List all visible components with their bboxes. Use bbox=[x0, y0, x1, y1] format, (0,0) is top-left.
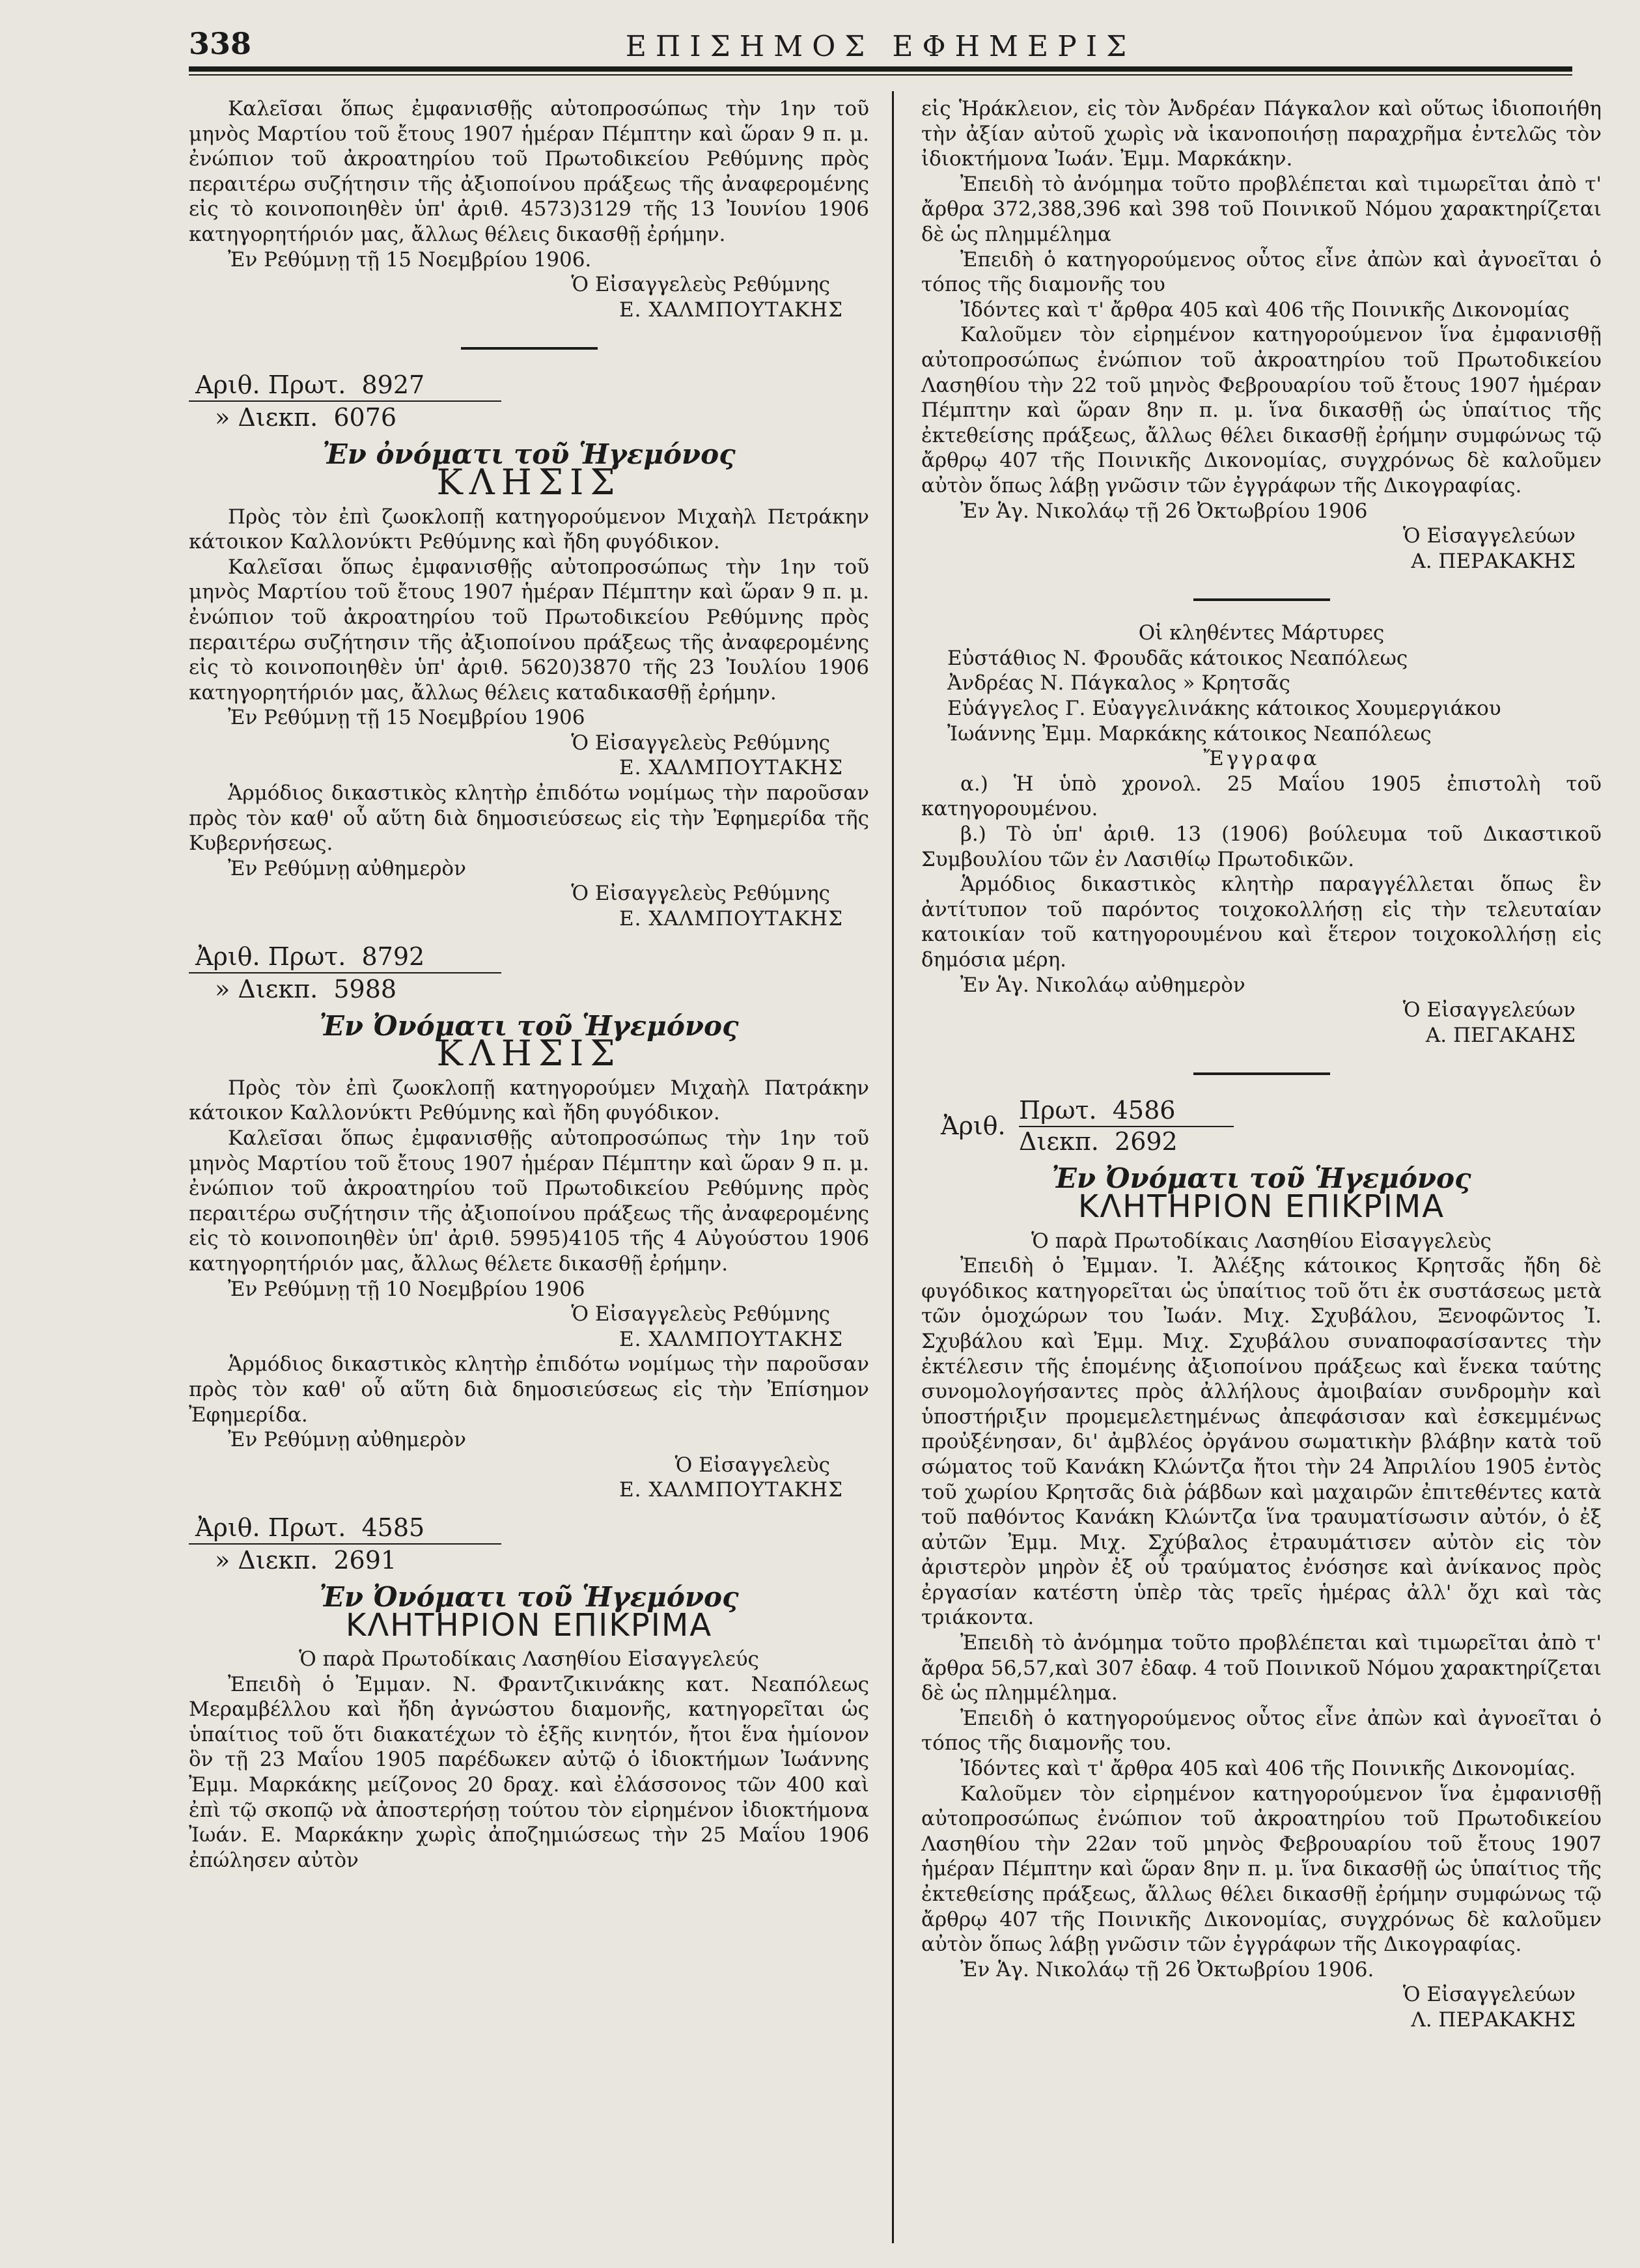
cont-p5: Καλοῦμεν τὸν εἰρημένον κατηγορούμενον ἵνα ἐμφανισθῇ αὐτοπροσώπως ἐνώπιον τοῦ ἀκροατηρίου τοῦ Πρωτοδικείου Λασηθίου τὴν 22 τοῦ μηνὸς Φεβρουαρίου τοῦ ἔτους 1907 ἡμέραν Πέμπτην καὶ ὥραν 8ην π. μ. ἵνα δικασθῇ ὡς ὑπαίτιος τῆς ἐκτεθείσης πράξεως, ἄλλως θέλει δικασθῇ ἐρήμην συμφώνως τῷ ἄρθρῳ 407 τῆς Ποινικῆς Δικονομίας, συγχρόνως δὲ καλοῦμεν αὐτὸν ὅπως λάβῃ γνῶσιν τῶν ἐγγράφων τῆς Δικογραφίας. bbox=[921, 323, 1602, 497]
notice4-title: ΚΛΗΤΗΡΙΟΝ ΕΠΙΚΡΙΜΑ bbox=[1077, 1188, 1445, 1225]
notice1-signature2-name: Ε. ΧΑΛΜΠΟΥΤΑΚΗΣ bbox=[618, 907, 843, 931]
notice4-p5: Ἰδόντες καὶ τ' ἄρθρα 405 καὶ 406 τῆς Ποινικῆς Δικονομίας. bbox=[960, 1757, 1576, 1781]
notice1-date2: Ἐν Ρεθύμνῃ αὐθημερὸν bbox=[228, 856, 466, 880]
witness-item: Εὐάγγελος Γ. Εὐαγγελινάκης κάτοικος Χουμεργιάκου bbox=[947, 697, 1501, 721]
notice2-diekp-number: 5988 bbox=[333, 974, 397, 1003]
notice4-p1: Ὁ παρὰ Πρωτοδίκαις Λασηθίου Εἰσαγγελεὺς bbox=[1031, 1229, 1492, 1253]
witness-item: Εὐστάθιος Ν. Φρουδᾶς κάτοικος Νεαπόλεως bbox=[947, 646, 1408, 670]
notice3-diekp-number: 2691 bbox=[333, 1545, 397, 1575]
notice3-prot-line bbox=[189, 1512, 501, 1545]
notice4-p3: Ἐπειδὴ τὸ ἀνόμημα τοῦτο προβλέπεται καὶ τιμωρεῖται ἀπὸ τ' ἄρθρα 56,57,καὶ 307 ἐδαφ. 4 τοῦ Ποινικοῦ Νόμου χαρακτηρίζεται δὲ ὡς πλημμέλημα. bbox=[921, 1631, 1602, 1705]
cont-p4: Ἰδόντες καὶ τ' ἄρθρα 405 καὶ 406 τῆς Ποινικῆς Δικονομίας bbox=[960, 298, 1570, 322]
notice3-title: ΚΛΗΤΗΡΙΟΝ ΕΠΙΚΡΙΜΑ bbox=[345, 1606, 713, 1644]
notice4-signature-name: Λ. ΠΕΡΑΚΑΚΗΣ bbox=[1411, 2008, 1576, 2032]
notice2-signature2-name: Ε. ΧΑΛΜΠΟΥΤΑΚΗΣ bbox=[618, 1478, 843, 1502]
notice3-prot-label: Ἀριθ. Πρωτ. bbox=[195, 1513, 346, 1542]
notice2-prot-number: 8792 bbox=[361, 942, 425, 971]
notice3-reference bbox=[189, 1512, 869, 1576]
notice2-diekp-line bbox=[189, 973, 869, 1005]
cont-date: Ἐν Ἁγ. Νικολάῳ τῇ 26 Ὀκτωβρίου 1906 bbox=[960, 499, 1368, 523]
notice3-heading: Ἐν Ὀνόματι τοῦ Ἡγεμόνος bbox=[319, 1580, 739, 1613]
notice1-p3: Ἁρμόδιος δικαστικὸς κλητὴρ ἐπιδότω νομίμως τὴν παροῦσαν πρὸς τὸν καθ' οὗ αὕτη διὰ δημοσιεύσεως εἰς τὴν Ἐφημερίδα τῆς Κυβερνήσεως. bbox=[189, 781, 869, 856]
section-rule bbox=[1193, 1072, 1330, 1075]
notice4-diekp-label: Διεκπ. bbox=[1019, 1127, 1099, 1156]
notice3-diekp-label: » Διεκπ. bbox=[215, 1545, 318, 1575]
notice1-signature-title: Ὁ Εἰσαγγελεὺς Ρεθύμνης bbox=[571, 731, 830, 755]
witness-item: Ἰωάννης Ἐμμ. Μαρκάκης κάτοικος Νεαπόλεως bbox=[947, 721, 1432, 746]
document-a: α.) Ἡ ὑπὸ χρονολ. 25 Μαΐου 1905 ἐπιστολὴ τοῦ κατηγορουμένου. bbox=[921, 772, 1602, 821]
notice4-diekp-line bbox=[1019, 1126, 1178, 1157]
notice2-heading: Ἐν Ὀνόματι τοῦ Ἡγεμόνος bbox=[319, 1009, 739, 1042]
witnesses-date: Ἐν Ἁγ. Νικολάῳ αὐθημερὸν bbox=[960, 973, 1245, 997]
notice1-prot-line bbox=[189, 369, 501, 402]
cont-p3: Ἐπειδὴ ὁ κατηγορούμενος οὗτος εἶνε ἀπὼν καὶ ἀγνοεῖται ὁ τόπος τῆς διαμονῆς του bbox=[921, 247, 1602, 297]
page-header bbox=[189, 26, 1572, 85]
notice1-diekp-label: » Διεκπ. bbox=[215, 403, 318, 432]
page-number: 338 bbox=[189, 26, 252, 61]
notice2-reference bbox=[189, 941, 869, 1005]
notice2-p3: Ἁρμόδιος δικαστικὸς κλητὴρ ἐπιδότω νομίμως τὴν παροῦσαν πρὸς τὸν καθ' οὗ αὕτη διὰ δημοσιεύσεως εἰς τὴν Ἐπίσημον Ἐφημερίδα. bbox=[189, 1352, 869, 1427]
header-rule-thin bbox=[189, 74, 1572, 76]
notice2-p1: Πρὸς τὸν ἐπὶ ζωοκλοπῇ κατηγορούμεν Μιχαὴλ Πατράκην κάτοικον Καλλονύκτι Ρεθύμνης καὶ ἤδη φυγόδικον. bbox=[189, 1076, 869, 1125]
notice3-p1: Ὁ παρὰ Πρωτοδίκαις Λασηθίου Εἰσαγγελεύς bbox=[299, 1647, 759, 1672]
section-rule bbox=[461, 347, 598, 350]
cont-signature-title: Ὁ Εἰσαγγελεύων bbox=[1402, 524, 1576, 548]
intro-paragraph: Καλεῖσαι ὅπως ἐμφανισθῇς αὐτοπροσώπως τὴν 1ην τοῦ μηνὸς Μαρτίου τοῦ ἔτους 1907 ἡμέραν Πέμπτην καὶ ὥραν 9 π. μ. ἐνώπιον τοῦ ἀκροατηρίου τοῦ Πρωτοδικείου Ρεθύμνης πρὸς περαιτέρω συζήτησιν τῆς ἀξιοποίνου πράξεως τῆς ἀναφερομένης εἰς τὸ κοινοποιηθὲν ὑπ' ἀριθ. 4573)3129 τῆς 13 Ἰουνίου 1906 κατηγορητήριόν μας, ἄλλως θέλεις δικασθῇ ἐρήμην. bbox=[189, 97, 869, 246]
notice4-reference bbox=[921, 1095, 1602, 1157]
notice2-prot-label: Ἀριθ. Πρωτ. bbox=[195, 942, 346, 971]
document-b: β.) Τὸ ὑπ' ἀριθ. 13 (1906) βούλευμα τοῦ Δικαστικοῦ Συμβουλίου τῶν ἐν Λασιθίῳ Πρωτοδικῶν. bbox=[921, 822, 1602, 871]
notice4-prot-label: Πρωτ. bbox=[1019, 1096, 1097, 1125]
witnesses-title: Οἱ κληθέντες Μάρτυρες bbox=[1138, 621, 1385, 645]
witnesses-p1: Ἁρμόδιος δικαστικὸς κλητὴρ παραγγέλλεται ὅπως ἓν ἀντίτυπον τοῦ παρόντος τοιχοκολλήσῃ εἰς τὴν τελευταίαν κατοικίαν τοῦ κατηγορουμένου καὶ ἕτερον τοιχοκολλήσῃ εἰς δημόσια μέρη. bbox=[921, 873, 1602, 972]
left-column bbox=[189, 96, 869, 1873]
section-rule bbox=[1193, 598, 1330, 601]
notice4-prot-number: 4586 bbox=[1112, 1096, 1176, 1125]
cont-p2: Ἐπειδὴ τὸ ἀνόμημα τοῦτο προβλέπεται καὶ τιμωρεῖται ἀπὸ τ' ἄρθρα 372,388,396 καὶ 398 τοῦ Ποινικοῦ Νόμου χαρακτηρίζεται δὲ ὡς πλημμέλημα bbox=[921, 172, 1602, 246]
notice4-p2: Ἐπειδὴ ὁ Ἐμμαν. Ἰ. Ἀλέξης κάτοικος Κρητσᾶς ἤδη δὲ φυγόδικος κατηγορεῖται ὡς ὑπαίτιος τοῦ ὅτι ἐκ συστάσεως μετὰ τῶν ὁμοχώρων του Ἰωάν. Μιχ. Σχυβάλου, Ξενοφῶντος Ἰ. Σχυβάλου καὶ Ἐμμ. Μιχ. Σχυβάλου συναποφασίσαντες τὴν ἐκτέλεσιν τῆς ἑπομένης ἀξιοποίνου πράξεως καὶ ἕνεκα ταύτης συνομολογήσαντες πρὸς ἀλλήλους ἀμοιβαίαν συνδρομὴν καὶ ὑποστήριξιν προμεμελετημένως ἀπεφάσισαν καὶ ἐσκεμμένως προὐξένησαν, δι' ἀμβλέος ὀργάνου σωματικὴν βλάβην κατὰ τοῦ σώματος τοῦ Κανάκη Κλώντζα ἤτοι τὴν 24 Ἀπριλίου 1905 ἐντὸς τοῦ χωρίου Κρητσᾶς διὰ ῥάβδων καὶ μαχαιρῶν ἐπιτεθέντες κατὰ τοῦ παθόντος Κανάκη Κλώντζα ἵνα τραυματίσωσιν αὐτόν, ὁ ἐξ αὐτῶν Ἐμμ. Μιχ. Σχύβαλος ἐτραυμάτισεν αὐτὸν εἰς τὸν ἀριστερὸν μηρὸν ἐξ οὗ τραύματος ἐνόσησε καὶ ἀνίκανος πρὸς ἐργασίαν κατέστη ὑπὲρ τὰς τρεῖς ἡμέρας ἀλλ' ὄχι καὶ τὰς τριάκοντα. bbox=[921, 1254, 1602, 1630]
notice3-diekp-line bbox=[189, 1545, 869, 1576]
notice1-heading: Ἐν ὀνόματι τοῦ Ἡγεμόνος bbox=[322, 438, 736, 471]
notice1-prot-label: Αριθ. Πρωτ. bbox=[195, 371, 346, 400]
notice1-diekp-number: 6076 bbox=[333, 403, 397, 432]
notice2-signature2-title: Ὁ Εἰσαγγελεὺς bbox=[674, 1453, 830, 1477]
notice2-date2: Ἐν Ρεθύμνῃ αὐθημερὸν bbox=[228, 1428, 466, 1452]
notice2-title: ΚΛΗΣΙΣ bbox=[436, 1033, 622, 1074]
running-title: ΕΠΙΣΗΜΟΣ ΕΦΗΜΕΡΙΣ bbox=[625, 30, 1136, 63]
witnesses-signature-name: Α. ΠΕΓΑΚΑΗΣ bbox=[1425, 1023, 1576, 1047]
notice1-date: Ἐν Ρεθύμνῃ τῇ 15 Νοεμβρίου 1906 bbox=[228, 706, 585, 730]
notice4-diekp-number: 2692 bbox=[1115, 1127, 1178, 1156]
notice1-diekp-line bbox=[189, 402, 869, 433]
witness-item: Ἀνδρέας Ν. Πάγκαλος » Κρητσᾶς bbox=[947, 671, 1290, 695]
notice4-signature-title: Ὁ Εἰσαγγελεύων bbox=[1402, 1983, 1576, 2007]
notice3-prot-number: 4585 bbox=[361, 1513, 425, 1542]
notice2-signature-name: Ε. ΧΑΛΜΠΟΥΤΑΚΗΣ bbox=[618, 1327, 843, 1351]
notice2-diekp-label: » Διεκπ. bbox=[215, 974, 318, 1003]
notice3-p2: Ἐπειδὴ ὁ Ἐμμαν. Ν. Φραντζικινάκης κατ. Νεαπόλεως Μεραμβέλλου καὶ ἤδη ἀγνώστου διαμονῆς, κατηγορεῖται ὡς ὑπαίτιος τοῦ ὅτι διακατέχων τὸ ἑξῆς κινητόν, ἤτοι ἕνα ἡμίονον ὃν τῇ 23 Μαΐου 1905 παρέδωκεν αὐτῷ ὁ ἰδιοκτήμων Ἰωάννης Ἐμμ. Μαρκάκης μείζονος 20 δραχ. καὶ ἐλάσσονος τῶν 400 καὶ ἐπὶ τῷ σκοπῷ νὰ ἀποστερήσῃ τούτου τὸν εἰρημένον ἰδιοκτήμονα Ἰωάν. Ε. Μαρκάκην χωρὶς ἀποζημιώσεως τὴν 25 Μαΐου 1906 ἐπώλησεν αὐτὸν bbox=[189, 1672, 869, 1872]
cont-signature-name: Α. ΠΕΡΑΚΑΚΗΣ bbox=[1411, 549, 1576, 573]
intro-signature-title: Ὁ Εἰσαγγελεὺς Ρεθύμνης bbox=[571, 273, 830, 297]
notice1-signature2-title: Ὁ Εἰσαγγελεὺς Ρεθύμνης bbox=[571, 882, 830, 906]
notice1-p2: Καλεῖσαι ὅπως ἐμφανισθῇς αὐτοπροσώπως τὴν 1ην τοῦ μηνὸς Μαρτίου τοῦ ἔτους 1907 ἡμέραν Πέμπτην καὶ ὥραν 9 π. μ. ἐνώπιον τοῦ ἀκροατηρίου τοῦ Πρωτοδικείου Ρεθύμνης πρὸς περαιτέρω συζήτησιν τῆς ἀξιοποίνου πράξεως τῆς ἀναφερομένης εἰς τὸ κοινοποιηθὲν ὑπ' ἀριθ. 5620)3870 τῆς 23 Ἰουλίου 1906 κατηγορητήριόν μας, ἄλλως θέλεις καταδικασθῇ ἐρήμην. bbox=[189, 555, 869, 705]
notice1-reference bbox=[189, 369, 869, 433]
notice2-signature-title: Ὁ Εἰσαγγελεὺς Ρεθύμνης bbox=[571, 1302, 830, 1326]
right-column bbox=[921, 96, 1602, 2033]
notice1-title: ΚΛΗΣΙΣ bbox=[436, 461, 622, 503]
intro-date: Ἐν Ρεθύμνῃ τῇ 15 Νοεμβρίου 1906. bbox=[228, 247, 592, 272]
notice2-p2: Καλεῖσαι ὅπως ἐμφανισθῇς αὐτοπροσώπως τὴν 1ην τοῦ μηνὸς Μαρτίου τοῦ ἔτους 1907 ἡμέραν Πέμπτην καὶ ὥραν 9 π. μ. ἐνώπιον τοῦ ἀκροατηρίου τοῦ Πρωτοδικείου Ρεθύμνης πρὸς περαιτέρω συζήτησιν τῆς ἀξιοποίνου πράξεως τῆς ἀναφερομένης εἰς τὸ κοινοποιηθὲν ὑπ' ἀριθ. 5995)4105 τῆς 4 Αὐγούστου 1906 κατηγορητήριόν μας, ἄλλως θέλετε δικασθῇ ἐρήμην. bbox=[189, 1127, 869, 1276]
notice4-p6: Καλοῦμεν τὸν εἰρημένον κατηγορούμενον ἵνα ἐμφανισθῇ αὐτοπροσώπως ἐνώπιον τοῦ ἀκροατηρίου τοῦ Πρωτοδικείου Λασηθίου τὴν 22αν τοῦ μηνὸς Φεβρουαρίου τοῦ ἔτους 1907 ἡμέραν Πέμπτην καὶ ὥραν 8ην π. μ. ἵνα δικασθῇ ὡς ὑπαίτιος τῆς ἐκτεθείσης πράξεως, ἄλλως θέλει δικασθῇ ἐρήμην συμφώνως τῷ ἄρθρῳ 407 τῆς Ποινικῆς Δικονομίας, συγχρόνως δὲ καλοῦμεν αὐτὸν ὅπως λάβῃ γνῶσιν τῶν ἐγγράφων τῆς Δικογραφίας. bbox=[921, 1782, 1602, 1957]
column-divider bbox=[892, 91, 894, 2243]
notice4-heading: Ἐν Ὀνόματι τοῦ Ἡγεμόνος bbox=[1051, 1162, 1471, 1195]
documents-title: Ἔγγραφα bbox=[1203, 747, 1320, 771]
cont-p1: εἰς Ἡράκλειον, εἰς τὸν Ἀνδρέαν Πάγκαλον καὶ οὕτως ἰδιοποιήθη τὴν ἀξίαν αὐτοῦ χωρὶς νὰ ἱκανοποιήσῃ παραχρῆμα ἐντελῶς τὸν ἰδιοκτήμονα Ἰωάν. Ἐμμ. Μαρκάκην. bbox=[921, 97, 1602, 171]
notice4-prot-line bbox=[1019, 1095, 1234, 1127]
notice2-prot-line bbox=[189, 941, 501, 973]
intro-signature-name: Ε. ΧΑΛΜΠΟΥΤΑΚΗΣ bbox=[618, 298, 843, 322]
header-rule bbox=[189, 66, 1572, 72]
notice4-p4: Ἐπειδὴ ὁ κατηγορούμενος οὗτος εἶνε ἀπὼν καὶ ἀγνοεῖται ὁ τόπος τῆς διαμονῆς του. bbox=[921, 1706, 1602, 1756]
notice4-date: Ἐν Ἁγ. Νικολάῳ τῇ 26 Ὀκτωβρίου 1906. bbox=[960, 1957, 1374, 1981]
notice1-p1: Πρὸς τὸν ἐπὶ ζωοκλοπῇ κατηγορούμενον Μιχαὴλ Πετράκην κάτοικον Καλλονύκτι Ρεθύμνης καὶ ἤδη φυγόδικον. bbox=[189, 505, 869, 554]
notice1-signature-name: Ε. ΧΑΛΜΠΟΥΤΑΚΗΣ bbox=[618, 756, 843, 780]
witnesses-signature-title: Ὁ Εἰσαγγελεύων bbox=[1402, 998, 1576, 1022]
notice4-arith: Ἀριθ. bbox=[941, 1112, 1006, 1141]
notice1-prot-number: 8927 bbox=[361, 371, 425, 400]
notice2-date: Ἐν Ρεθύμνῃ τῇ 10 Νοεμβρίου 1906 bbox=[228, 1277, 585, 1301]
